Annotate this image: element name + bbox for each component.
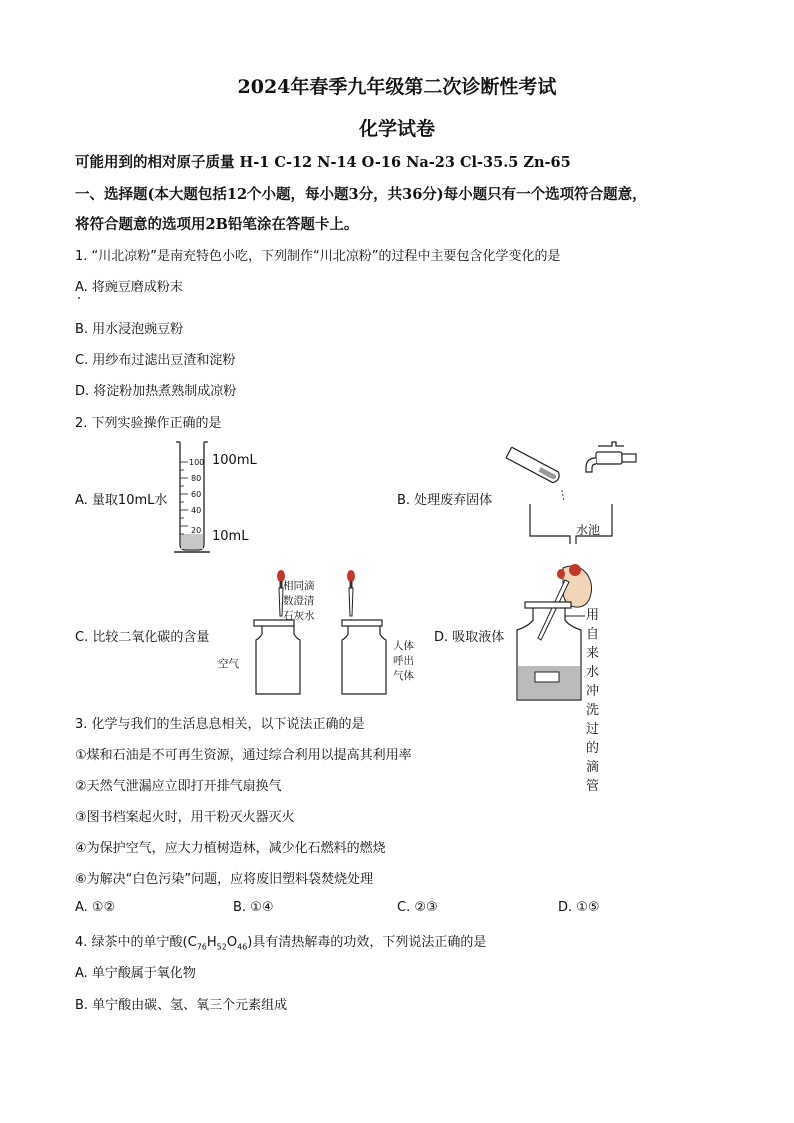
tick-20: 20 [191, 526, 202, 535]
stray-dot [78, 297, 80, 299]
q2-option-b: B. 处理废弃固体 [397, 493, 493, 508]
atomic-masses: 可能用到的相对原子质量 H-1 C-12 N-14 O-16 Na-23 Cl-35.5 Zn-65 [75, 154, 571, 171]
q3-option-a: A. ①② [75, 900, 116, 915]
breath-label-2: 呼出 [393, 655, 414, 667]
q4-sub-h: 52 [216, 942, 227, 952]
tap-water-label [586, 606, 606, 796]
q1-option-d: D. 将淀粉加热煮熟制成凉粉 [75, 384, 237, 399]
section-instructions-line1: 一、选择题(本大题包括12个小题，每小题3分，共36分)每小题只有一个选项符合题意， [75, 186, 647, 203]
q1-stem: 1. “川北凉粉”是南充特色小吃，下列制作“川北凉粉”的过程中主要包含化学变化的是 [75, 249, 561, 264]
q4-stem [75, 931, 486, 952]
q4-sub-o: 46 [237, 942, 248, 952]
tick-40: 40 [191, 506, 202, 515]
air-label: 空气 [218, 658, 239, 670]
tick-60: 60 [191, 490, 202, 499]
q4-stem-pre: 4. 绿茶中的单宁酸(C [75, 935, 197, 950]
breath-label-1: 人体 [393, 640, 414, 652]
dropper-label-3: 石灰水 [283, 610, 315, 622]
q1-option-a: A. 将豌豆磨成粉末 [75, 280, 183, 295]
q4-stem-post: )具有清热解毒的功效，下列说法正确的是 [247, 935, 487, 950]
q3-option-b: B. ①④ [233, 900, 274, 915]
q3-statement-2: ②天然气泄漏应立即打开排气扇换气 [75, 779, 282, 794]
tap-label-4: 过的 [586, 722, 600, 756]
q4-o: O [226, 935, 238, 950]
dropper-label-1: 相同滴 [283, 580, 315, 592]
exam-title: 2024年春季九年级第二次诊断性考试 [237, 76, 557, 98]
q3-stem: 3. 化学与我们的生活息息相关，以下说法正确的是 [75, 717, 365, 732]
q1-option-c: C. 用纱布过滤出豆渣和淀粉 [75, 353, 236, 368]
q1-option-b: B. 用水浸泡豌豆粉 [75, 322, 184, 337]
q2-option-a: A. 量取10mL水 [75, 493, 168, 508]
q2-option-d: D. 吸取液体 [434, 630, 505, 645]
q3-statement-3: ③图书档案起火时，用干粉灭火器灭火 [75, 810, 295, 825]
co2-comparison-figure [250, 568, 390, 696]
q2-option-c: C. 比较二氧化碳的含量 [75, 630, 210, 645]
exam-subtitle: 化学试卷 [358, 118, 435, 140]
q4-sub-c: 76 [196, 942, 207, 952]
cylinder-top-reading: 100mL [212, 453, 257, 468]
q3-option-d: D. ①⑤ [558, 900, 600, 915]
breath-label-3: 气体 [393, 670, 414, 682]
tap-label-2: 来水 [586, 646, 600, 680]
sink-disposal-figure [500, 436, 640, 552]
dropper-label-2: 数澄清 [283, 595, 315, 607]
tap-label-5: 滴管 [586, 760, 600, 794]
cylinder-bottom-reading: 10mL [212, 529, 249, 544]
section-instructions-line2: 将符合题意的选项用2B铅笔涂在答题卡上。 [75, 216, 359, 233]
tap-label-3: 冲洗 [586, 684, 600, 718]
tap-label-1: 用自 [586, 608, 600, 642]
sink-label: 水池 [576, 523, 601, 537]
q3-statement-5: ⑥为解决“白色污染”问题，应将废旧塑料袋焚烧处理 [75, 872, 374, 887]
q4-option-b: B. 单宁酸由碳、氢、氧三个元素组成 [75, 998, 288, 1013]
q2-stem: 2. 下列实验操作正确的是 [75, 416, 222, 431]
q4-option-a: A. 单宁酸属于氧化物 [75, 966, 196, 981]
q3-statement-1: ①煤和石油是不可再生资源，通过综合利用以提高其利用率 [75, 748, 412, 763]
tick-80: 80 [191, 474, 202, 483]
q3-option-c: C. ②③ [397, 900, 438, 915]
q4-h: H [206, 935, 217, 950]
q3-statement-4: ④为保护空气，应大力植树造林，减少化石燃料的燃烧 [75, 841, 386, 856]
tick-100: 100 [189, 458, 205, 467]
